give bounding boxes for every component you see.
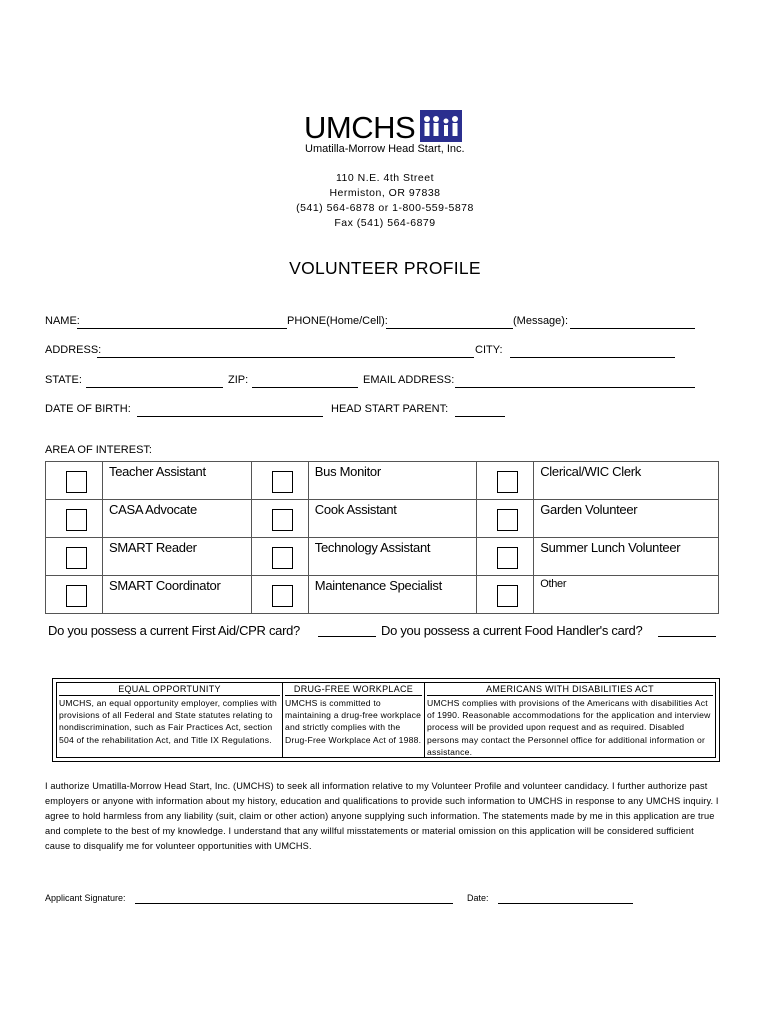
- checkbox-cell: [251, 538, 308, 576]
- interest-option: Teacher Assistant: [103, 462, 252, 500]
- equal-opportunity-title: EQUAL OPPORTUNITY: [59, 683, 280, 696]
- phone-field[interactable]: [386, 328, 513, 329]
- checkbox-cell: [46, 576, 103, 614]
- address-street: 110 N.E. 4th Street: [335, 172, 435, 184]
- checkbox-cell: [46, 462, 103, 500]
- drug-free-text: UMCHS is committed to maintaining a drug-free workplace and strictly complies with the Drug-Free Workplace Act of 1988.: [285, 698, 422, 745]
- email-label: EMAIL ADDRESS:: [363, 374, 455, 386]
- checkbox-cell: [477, 500, 534, 538]
- zip-label: ZIP:: [228, 374, 249, 386]
- interest-option: Clerical/WIC Clerk: [534, 462, 719, 500]
- checkbox-cell: [477, 576, 534, 614]
- phone-label: PHONE(Home/Cell):: [287, 315, 388, 327]
- area-of-interest-heading: AREA OF INTEREST:: [45, 444, 152, 456]
- teacher-assistant-checkbox[interactable]: [66, 471, 87, 493]
- casa-advocate-checkbox[interactable]: [66, 509, 87, 531]
- message-field[interactable]: [570, 328, 695, 329]
- interest-option: Maintenance Specialist: [308, 576, 476, 614]
- message-label: (Message):: [513, 315, 569, 327]
- ada-text: UMCHS complies with provisions of the Americans with disabilities Act of 1990. Reasonable accommodations for the application and interview process will be provided upon request and as required. Disabled persons may contact the Personnel office for additional information or assistance.: [427, 698, 711, 757]
- checkbox-cell: [251, 462, 308, 500]
- city-label: CITY:: [475, 344, 503, 356]
- interest-option: SMART Reader: [103, 538, 252, 576]
- interest-option: Cook Assistant: [308, 500, 476, 538]
- ada-title: AMERICANS WITH DISABILITIES ACT: [427, 683, 713, 696]
- address-field[interactable]: [97, 357, 474, 358]
- notices-inner: [56, 682, 716, 758]
- checkbox-cell: [251, 576, 308, 614]
- first-aid-answer-field[interactable]: [318, 636, 376, 637]
- interest-row: [46, 500, 719, 538]
- head-start-parent-label: HEAD START PARENT:: [331, 403, 449, 415]
- food-handler-answer-field[interactable]: [658, 636, 716, 637]
- summer-lunch-volunteer-checkbox[interactable]: [497, 547, 518, 569]
- address-city: Hermiston, OR 97838: [329, 187, 441, 199]
- drug-free-notice: [283, 683, 425, 757]
- name-field[interactable]: [77, 328, 287, 329]
- interest-option: Other: [534, 576, 719, 614]
- email-field[interactable]: [455, 387, 695, 388]
- bus-monitor-checkbox[interactable]: [272, 471, 293, 493]
- checkbox-cell: [477, 538, 534, 576]
- smart-reader-checkbox[interactable]: [66, 547, 87, 569]
- org-full-name: Umatilla-Morrow Head Start, Inc.: [305, 143, 465, 155]
- page-title: VOLUNTEER PROFILE: [289, 258, 481, 278]
- org-logo-text: UMCHS: [304, 110, 416, 145]
- interest-table: [45, 461, 719, 614]
- state-label: STATE:: [45, 374, 82, 386]
- interest-option: Summer Lunch Volunteer: [534, 538, 719, 576]
- checkbox-cell: [46, 538, 103, 576]
- interest-option: Garden Volunteer: [534, 500, 719, 538]
- equal-opportunity-notice: [57, 683, 283, 757]
- drug-free-title: DRUG-FREE WORKPLACE: [285, 683, 422, 696]
- state-field[interactable]: [86, 387, 223, 388]
- logo-people-icon: [420, 110, 462, 142]
- interest-row: [46, 538, 719, 576]
- address-label: ADDRESS:: [45, 344, 102, 356]
- cook-assistant-checkbox[interactable]: [272, 509, 293, 531]
- head-start-parent-field[interactable]: [455, 416, 505, 417]
- first-aid-question: Do you possess a current First Aid/CPR card?: [48, 623, 300, 638]
- date-label: Date:: [467, 893, 489, 903]
- smart-coordinator-checkbox[interactable]: [66, 585, 87, 607]
- notices-box: [52, 678, 720, 762]
- garden-volunteer-checkbox[interactable]: [497, 509, 518, 531]
- interest-option: SMART Coordinator: [103, 576, 252, 614]
- interest-row: [46, 462, 719, 500]
- technology-assistant-checkbox[interactable]: [272, 547, 293, 569]
- zip-field[interactable]: [252, 387, 358, 388]
- city-field[interactable]: [510, 357, 675, 358]
- interest-row: [46, 576, 719, 614]
- food-handler-question: Do you possess a current Food Handler's card?: [381, 623, 643, 638]
- checkbox-cell: [46, 500, 103, 538]
- fax-number: Fax (541) 564-6879: [334, 217, 436, 229]
- phone-numbers: (541) 564-6878 or 1-800-559-5878: [296, 202, 474, 214]
- equal-opportunity-text: UMCHS, an equal opportunity employer, complies with provisions of all Federal and State statutes relating to nondiscrimination, such as Fair Practices Act, section 504 of the rehabilitation Act, and Title IX Regulations.: [59, 698, 277, 745]
- ada-notice: [425, 683, 715, 757]
- checkbox-cell: [477, 462, 534, 500]
- checkbox-cell: [251, 500, 308, 538]
- applicant-signature-field[interactable]: [135, 903, 453, 904]
- dob-label: DATE OF BIRTH:: [45, 403, 131, 415]
- other-checkbox[interactable]: [497, 585, 518, 607]
- dob-field[interactable]: [137, 416, 323, 417]
- name-label: NAME:: [45, 315, 80, 327]
- maintenance-specialist-checkbox[interactable]: [272, 585, 293, 607]
- clerical-wic-clerk-checkbox[interactable]: [497, 471, 518, 493]
- interest-option: Bus Monitor: [308, 462, 476, 500]
- interest-option: Technology Assistant: [308, 538, 476, 576]
- applicant-signature-label: Applicant Signature:: [45, 893, 126, 903]
- authorization-statement: I authorize Umatilla-Morrow Head Start, Inc. (UMCHS) to seek all information relative to my Volunteer Profile and volunteer candidacy. I further authorize past employers or anyone with information about my history, education and qualifications to provide such information to UMCHS in response to any UMCHS inquiry. I agree to hold harmless from any liability (suit, claim or other action) anyone supplying such information. The statements made by me in this application are true and complete to the best of my knowledge. I understand that any willful misstatements or material omission on this application will be considered sufficient cause to disqualify me for volunteer opportunities with UMCHS.: [45, 781, 719, 851]
- date-field[interactable]: [498, 903, 633, 904]
- interest-option: CASA Advocate: [103, 500, 252, 538]
